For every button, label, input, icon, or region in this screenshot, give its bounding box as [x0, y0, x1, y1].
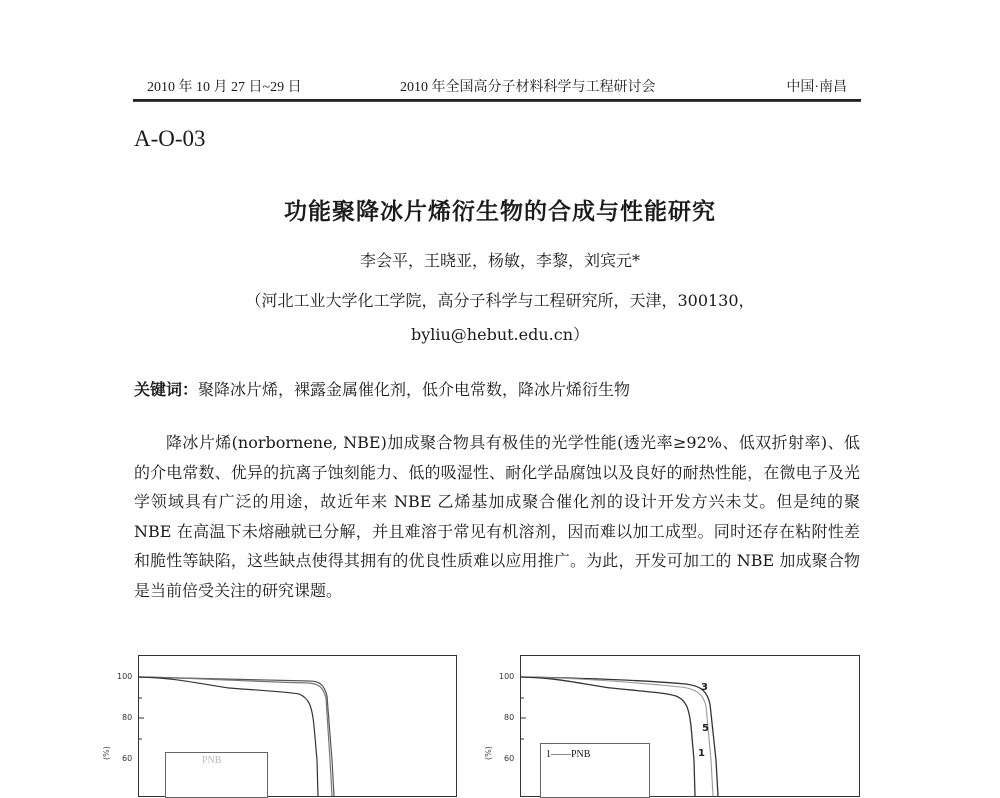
left-ytick-80: 80 [122, 713, 133, 722]
right-legend-entry-1: 1——PNB [546, 749, 591, 760]
body-paragraph: 降冰片烯(norbornene, NBE)加成聚合物具有极佳的光学性能(透光率≥92%、低双折射率)、低的介电常数、优异的抗离子蚀刻能力、低的吸湿性、耐化学品腐蚀以及良好的耐热性能，在微电子及光学领域具有广泛的用途，故近年来 NBE 乙烯基加成聚合催化剂的设计开发方兴未艾。但是纯的聚 NBE 在高温下未熔融就已分解，并且难溶于常见有机溶剂，因而难以加工成型。同时还存在粘附性差和脆性等缺陷，这些缺点使得其拥有的优良性质难以应用推广。为此，开发可加工的 NBE 加成聚合物是当前倍受关注的研究课题。 [134, 433, 860, 600]
paper-title: 功能聚降冰片烯衍生物的合成与性能研究 [284, 199, 716, 225]
tga-chart-right [520, 655, 860, 797]
left-ytick-100: 100 [117, 672, 133, 681]
right-ytick-60: 60 [504, 754, 515, 763]
paper-id: A-O-03 [134, 126, 206, 151]
body-text [134, 428, 860, 605]
right-ytick-80: 80 [504, 713, 515, 722]
right-legend [540, 743, 650, 798]
left-legend-text: PNB [202, 755, 222, 766]
keywords-label: 关键词： [134, 380, 199, 399]
header-date: 2010 年 10 月 27 日~29 日 [147, 80, 302, 95]
keywords-text: 聚降冰片烯，裸露金属催化剂，低介电常数，降冰片烯衍生物 [198, 380, 631, 399]
header-conference: 2010 年全国高分子材料科学与工程研讨会 [400, 80, 656, 95]
curve-label-5: 5 [702, 723, 709, 734]
tga-chart-left [138, 655, 457, 797]
header-rule [133, 99, 861, 102]
authors: 李会平，王晓亚，杨敏，李黎，刘宾元* [359, 251, 640, 270]
curve-label-1: 1 [698, 748, 705, 759]
right-ylabel: (%) [484, 746, 493, 760]
email: byliu@hebut.edu.cn） [410, 325, 590, 344]
header-location: 中国·南昌 [786, 80, 847, 95]
left-ylabel: (%) [102, 746, 111, 760]
affiliation: （河北工业大学化工学院，高分子科学与工程研究所，天津，300130， [245, 291, 755, 310]
curve-label-3: 3 [701, 682, 708, 693]
left-ytick-60: 60 [122, 754, 133, 763]
running-header [133, 74, 861, 98]
right-ytick-100: 100 [499, 672, 515, 681]
keywords [134, 377, 630, 400]
